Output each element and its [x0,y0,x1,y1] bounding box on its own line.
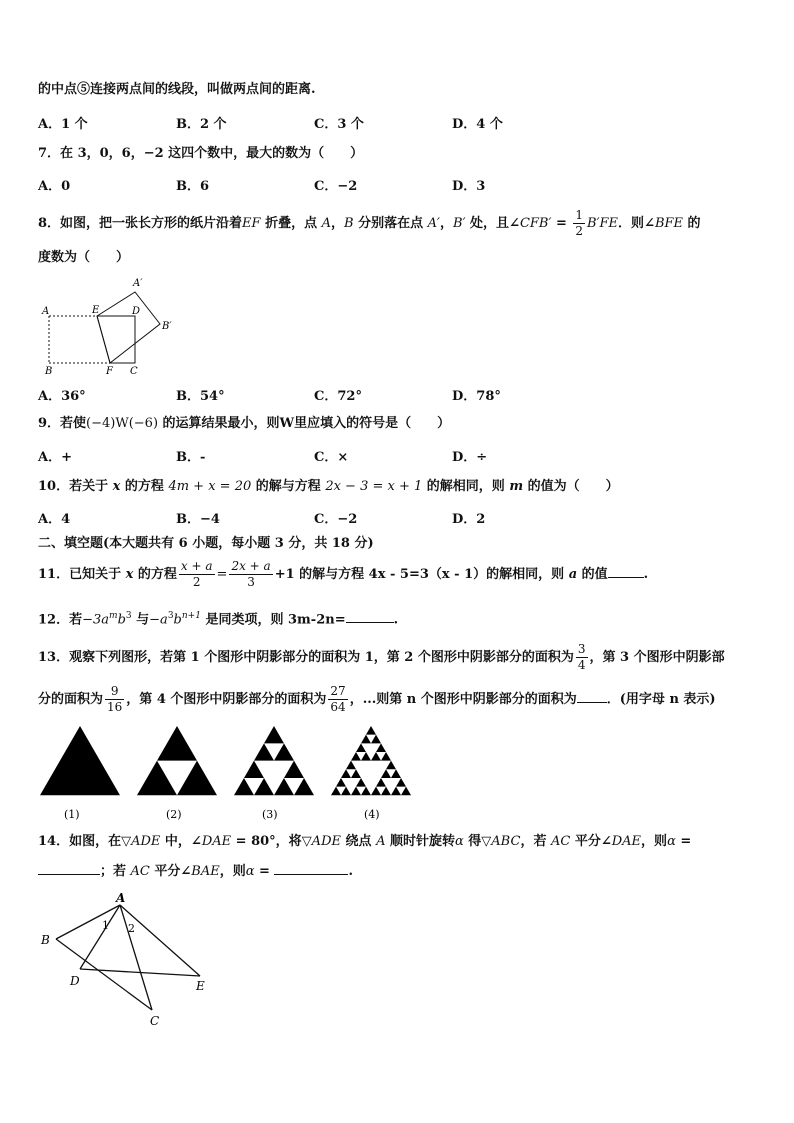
q13-figure-4-triangle [366,726,376,735]
q8-stem: 8．如图，把一张长方形的纸片沿着EF 折叠，点 A，B 分别落在点 A′，B′ 处，且∠CFB′ = $\frac{1}{2}$ B′FE．则∠BFE 的 [38,208,701,238]
q13-stem-line2: 分的面积为 $\frac{9}{16}$ ，第 4 个图形中阴影部分的面积为 $\frac{27}{64}$ ，...则第 n 个图形中阴影部分的面积为 ．(用字母 n 表示) [38,684,716,714]
q9-option-b[interactable]: B．- [176,450,206,465]
q14-answer-blank-2[interactable] [274,862,348,875]
q13-figure-4-triangle [391,787,401,796]
q11-fraction-2: $\frac{2x + a}{3}$ [231,559,271,589]
q13-figure-4-triangle [386,761,396,770]
q6-option-d[interactable]: D．4 个 [452,117,503,132]
q14-stem-line2: ；若 AC 平分∠BAE，则α = . [38,862,353,882]
q13-figure-4-triangle [356,778,366,787]
q10-option-c[interactable]: C．−2 [314,512,358,527]
q13-fraction-9-16: $\frac{9}{16}$ [107,684,123,714]
q8-option-d[interactable]: D．78° [452,389,501,404]
q10-option-a[interactable]: A．4 [38,512,71,527]
q8-option-b[interactable]: B．54° [176,389,225,404]
q8-label-a-prime: A′ [133,278,143,289]
q13-figure-4-triangle [356,743,366,752]
q8-option-a[interactable]: A．36° [38,389,86,404]
q13-figure-4-triangle [361,735,371,744]
q14-stem-line1: 14．如图，在▽ADE 中，∠DAE = 80°，将▽ADE 绕点 A 顺时针旋转α 得▽ABC，若 AC 平分∠DAE，则α = [38,834,692,849]
q13-figure-4-triangle [336,778,346,787]
q13-figure-3-triangle [284,761,304,778]
q7-option-c[interactable]: C．−2 [314,179,358,194]
q8-label-f: F [106,366,113,376]
q13-figure-4-triangle [331,787,341,796]
q8-folding-diagram [38,272,188,376]
q11-fraction-1: $\frac{x + a}{2}$ [180,559,213,589]
q10-option-b[interactable]: B．−4 [176,512,220,527]
q13-figure-4-triangle [396,778,406,787]
q14-rotation-diagram [36,890,226,1030]
q13-figure-4-triangle [351,787,361,796]
q8-option-c[interactable]: C．72° [314,389,362,404]
q7-options [38,175,558,195]
q9-option-d[interactable]: D．÷ [452,450,488,465]
q13-figure-4-triangle [376,743,386,752]
q13-caption-3: (3) [262,808,278,821]
q6-option-b[interactable]: B．2 个 [176,117,227,132]
q13-figure-3-triangle [274,743,294,760]
q8-label-b-prime: B′ [162,321,172,332]
q8-stem-line2: 度数为（ ） [38,250,130,265]
q6-option-a[interactable]: A．1 个 [38,117,88,132]
q8-label-e: E [92,305,100,316]
q13-figure-3-triangle [254,743,274,760]
q13-stem-line1: 13．观察下列图形，若第 1 个图形中阴影部分的面积为 1，第 2 个图形中阴影部分的面积为 $\frac{3}{4}$ ，第 3 个图形中阴影部 [38,642,725,672]
q13-figure-3-triangle [274,778,294,795]
q9-option-c[interactable]: C．× [314,450,349,465]
q13-figure-4-triangle [381,787,391,796]
q8-folded-flap [97,292,160,363]
q13-figure-4-triangle [381,752,391,761]
q13-caption-4: (4) [364,808,380,821]
q14-label-b: B [41,933,50,947]
q14-segment-ad [80,905,120,969]
q14-label-c: C [150,1014,160,1028]
q13-figure-4-triangle [351,769,361,778]
q13-figure-4-triangle [341,787,351,796]
q13-figure-3-triangle [234,778,254,795]
q11-answer-blank[interactable] [608,565,644,578]
q13-figure-4-triangle [391,769,401,778]
q8-fraction: $\frac{1}{2}$ [575,208,584,238]
q13-answer-blank[interactable] [577,690,607,703]
q14-label-a: A [116,891,126,905]
q13-figure-4-triangle [361,787,371,796]
q13-figure-1-triangle [40,726,120,795]
q14-answer-blank-1[interactable] [38,862,100,875]
q13-figure-3-triangle [264,726,284,743]
q9-options [38,446,558,466]
q13-figure-4-triangle [371,735,381,744]
q8-options [38,385,558,405]
q13-figure-4-triangle [401,787,411,796]
section-2-heading: 二、填空题(本大题共有 6 小题，每小题 3 分，共 18 分) [38,536,374,551]
q13-figure-4-triangle [341,769,351,778]
q7-option-b[interactable]: B．6 [176,179,210,194]
q10-options [38,508,558,528]
q6-options [38,113,558,133]
q14-label-e: E [196,979,205,993]
q13-figure-3-triangle [254,778,274,795]
q14-angle-label-1: 1 [102,919,109,932]
q14-segment-ab [56,905,120,939]
q14-angle-label-2: 2 [128,922,135,935]
q13-figure-4-triangle [371,787,381,796]
q13-figure-4-triangle [376,778,386,787]
q13-figure-2-triangle [137,761,177,796]
q13-figure-4-triangle [351,752,361,761]
q10-stem: 10．若关于 x 的方程 4m + x = 20 的解与方程 2x − 3 = x + 1 的解相同，则 m 的值为（ ） [38,479,619,494]
q7-option-a[interactable]: A．0 [38,179,71,194]
q8-label-d: D [132,306,141,317]
q9-stem: 9．若使(−4)W(−6) 的运算结果最小，则W里应填入的符号是（ ） [38,416,451,431]
q12-stem: 12．若$-3a^mb^3$ 与$-a^3b^{n+1}$ 是同类项，则 3m-2n= . [38,611,399,628]
q13-caption-2: (2) [166,808,182,821]
q13-fraction-27-64: $\frac{27}{64}$ [330,684,346,714]
q13-figure-3-triangle [244,761,264,778]
q13-figure-2-triangle [157,726,197,761]
q9-option-a[interactable]: A．+ [38,450,72,465]
q6-tail: 的中点⑤连接两点间的线段，叫做两点间的距离. [38,82,316,97]
q14-label-d: D [70,974,80,988]
q8-label-c: C [130,366,138,376]
q14-segment-ac [120,905,152,1010]
q7-stem: 7．在 3，0，6，−2 这四个数中，最大的数为（ ） [38,146,364,161]
q13-fraction-3-4: $\frac{3}{4}$ [577,642,586,672]
q6-option-c[interactable]: C．3 个 [314,117,364,132]
q13-figure-4-triangle [346,761,356,770]
q10-option-d[interactable]: D．2 [452,512,486,527]
q7-option-d[interactable]: D．3 [452,179,486,194]
q13-figure-4-triangle [361,752,371,761]
q13-figure-2-triangle [177,761,217,796]
q13-caption-1: (1) [64,808,80,821]
q8-rect-edcf [97,316,135,363]
q14-segment-ae [120,905,200,976]
q13-figure-3-triangle [294,778,314,795]
q13-figure-4-triangle [371,752,381,761]
q8-label-a: A [42,306,50,317]
q8-label-b: B [45,366,53,376]
q11-stem: 11．已知关于 x 的方程 $\frac{x + a}{2}$ = $\frac{2x + a}{3}$ +1 的解与方程 4x - 5=3（x - 1）的解相同，则 a 的值 . [38,559,649,589]
q12-answer-blank[interactable] [346,610,394,623]
q13-figure-4-triangle [381,769,391,778]
q13-sierpinski-figures [36,722,426,824]
